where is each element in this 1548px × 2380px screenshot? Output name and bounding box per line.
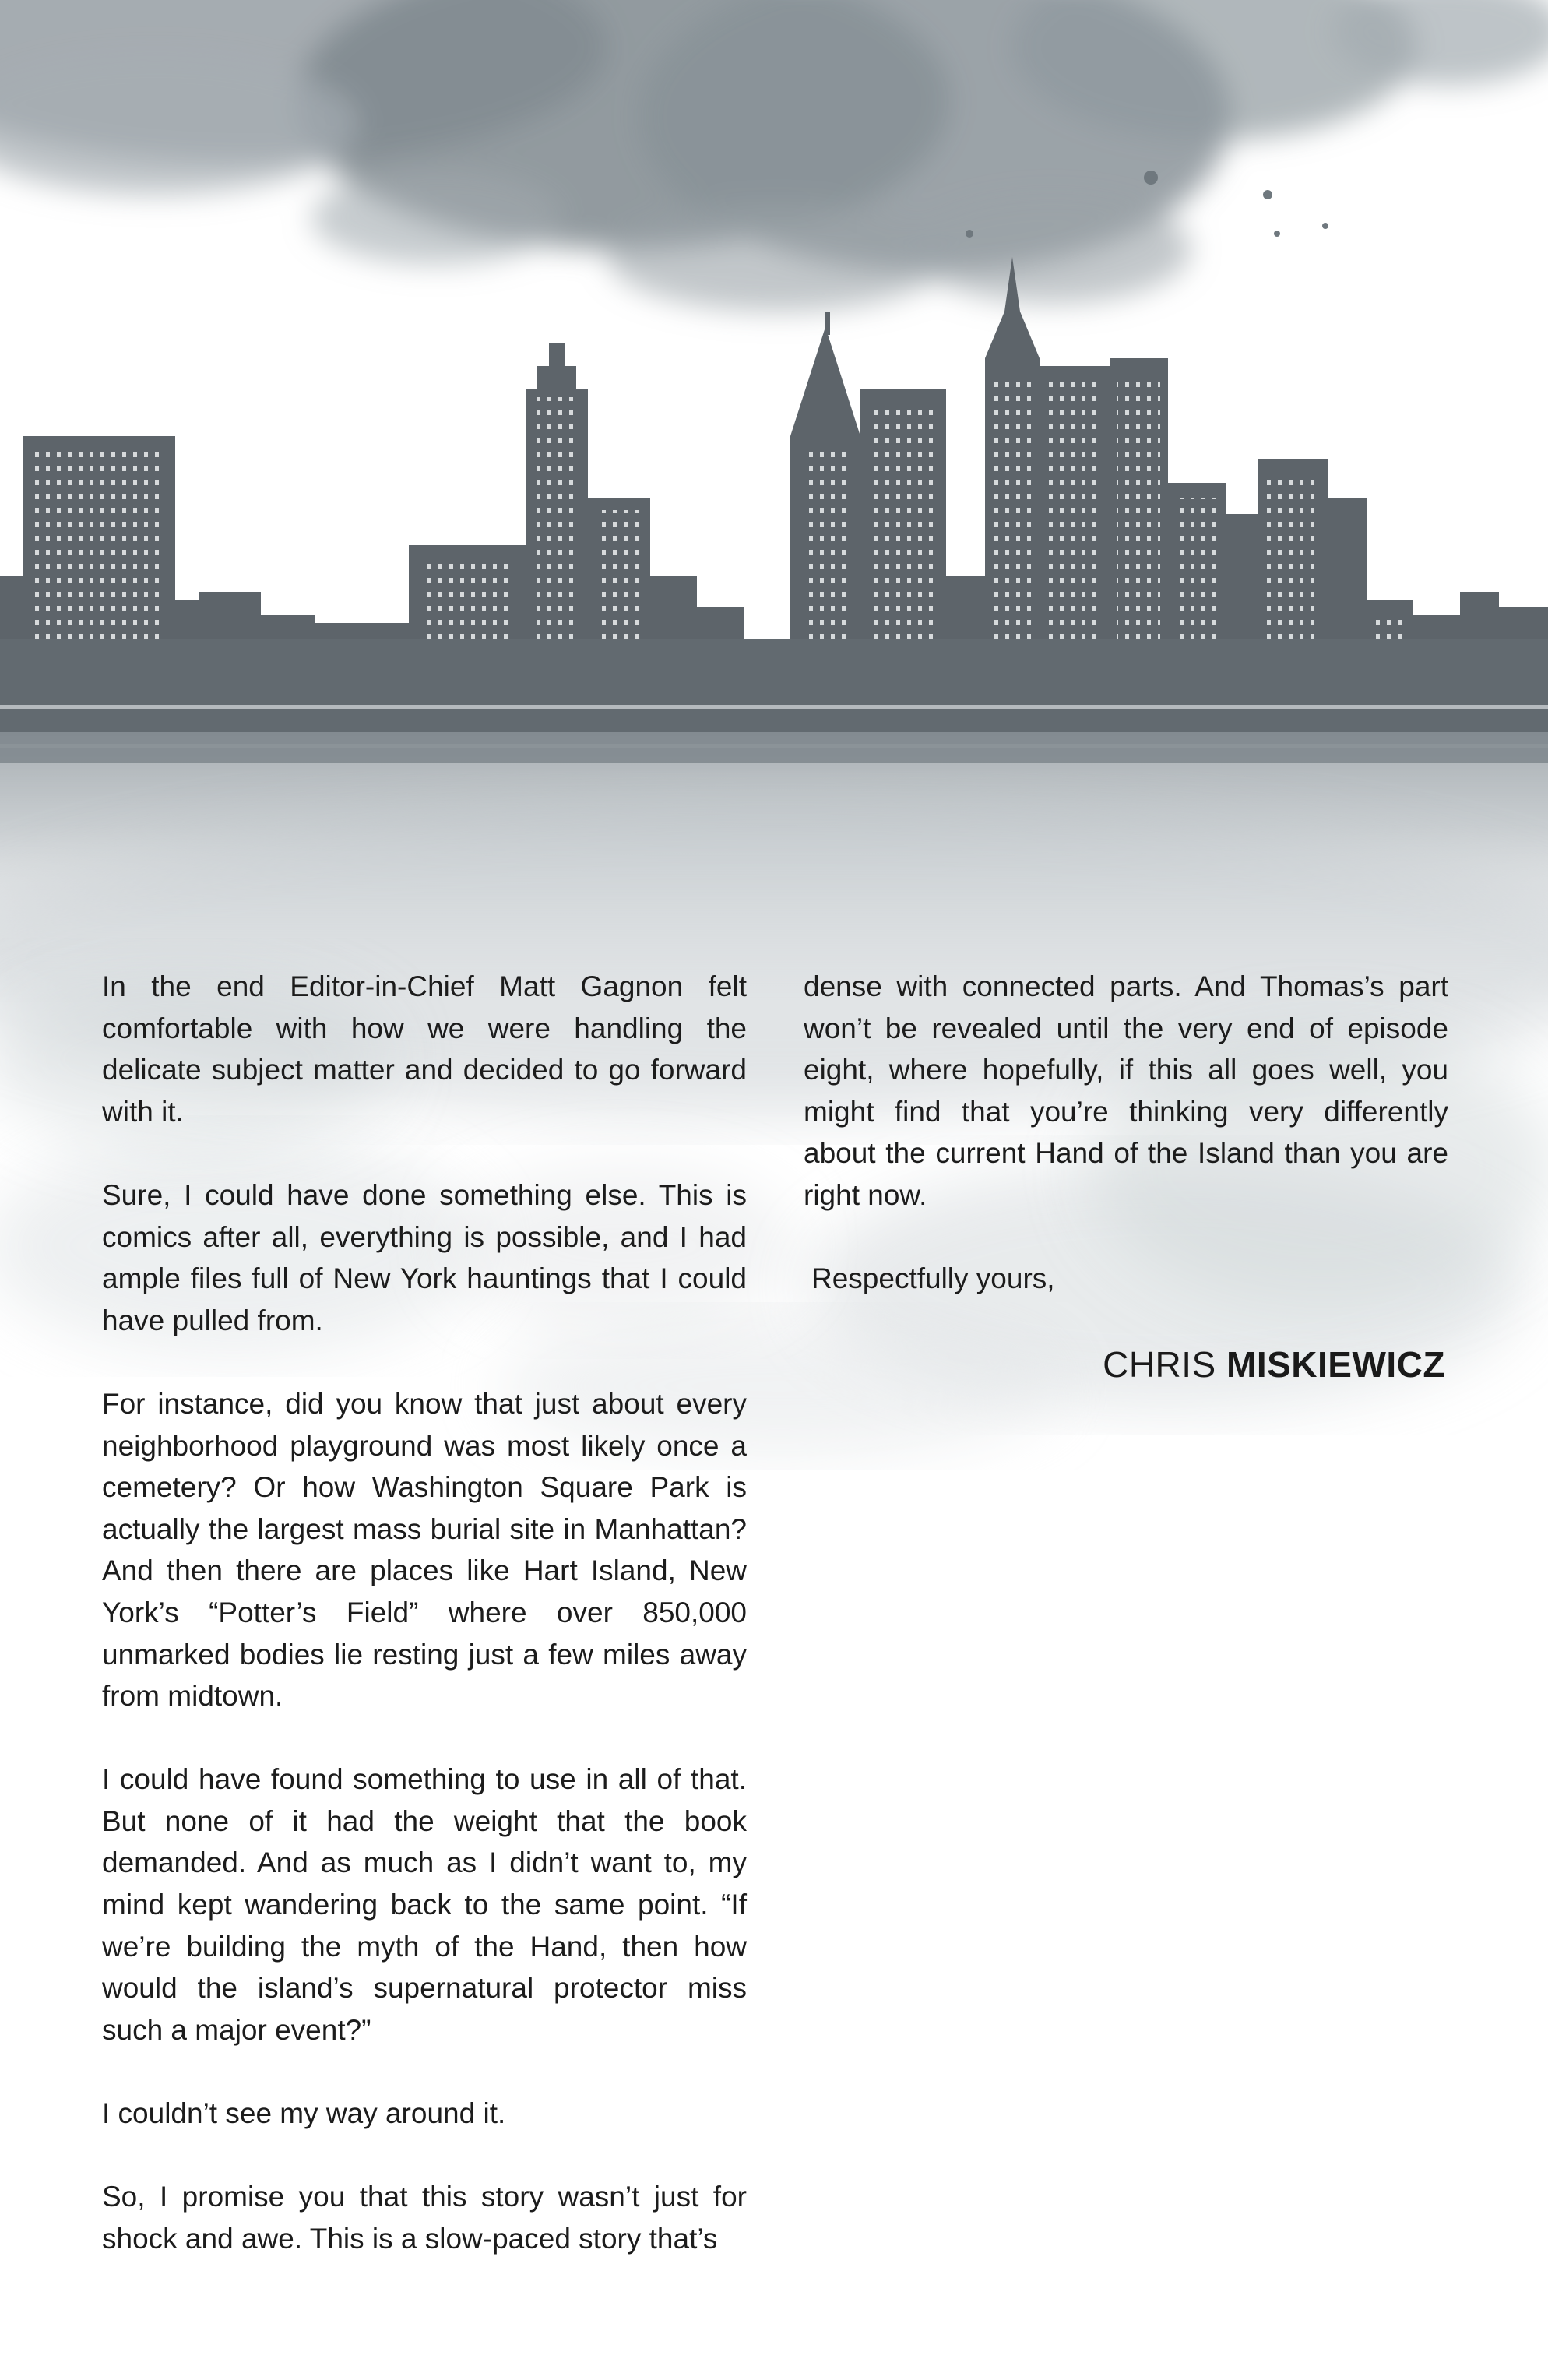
author-last-name: MISKIEWICZ — [1226, 1344, 1445, 1385]
letter-right-column — [804, 966, 1448, 1341]
letter-left-column — [102, 966, 747, 2301]
author-first-name: CHRIS — [1103, 1344, 1216, 1385]
paragraph: For instance, did you know that just about every neighborhood playground was most likely once a cemetery? Or how Washington Square Park is actually the largest mass burial site in Manhattan? And then there are places like Hart Island, New York’s “Potter’s Field” where over 850,000 unmarked bodies lie resting just a few miles away from midtown. — [102, 1387, 747, 1713]
cloud-wash — [0, 0, 1548, 312]
paragraph: Sure, I could have done something else. This is comics after all, everything is possible, and I had ample files full of New York hauntings that I could have pulled from. — [102, 1178, 747, 1336]
paragraph: I couldn’t see my way around it. — [102, 2097, 506, 2130]
paragraph: I could have found something to use in all of that. But none of it had the weight that the book demanded. And as much as I didn’t want to, my mind kept wandering back to the same point. “If we’re building the myth of the Hand, then how would the island’s supernatural protector miss such a major event?” — [102, 1763, 747, 2046]
paragraph: So, I promise you that this story wasn’t just for shock and awe. This is a slow-paced story that’s — [102, 2181, 747, 2255]
paragraph: In the end Editor-in-Chief Matt Gagnon felt comfortable with how we were handling the delicate subject matter and decided to go forward with it. — [102, 970, 747, 1128]
shoreline — [0, 639, 1548, 763]
author-signature — [1103, 1341, 1445, 1388]
signoff: Respectfully yours, — [811, 1262, 1055, 1295]
paragraph: dense with connected parts. And Thomas’s part won’t be revealed until the very end of episode eight, where hopefully, if this all goes well, you might find that you’re thinking very differently about the current Hand of the Island than you are right now. — [804, 970, 1448, 1211]
